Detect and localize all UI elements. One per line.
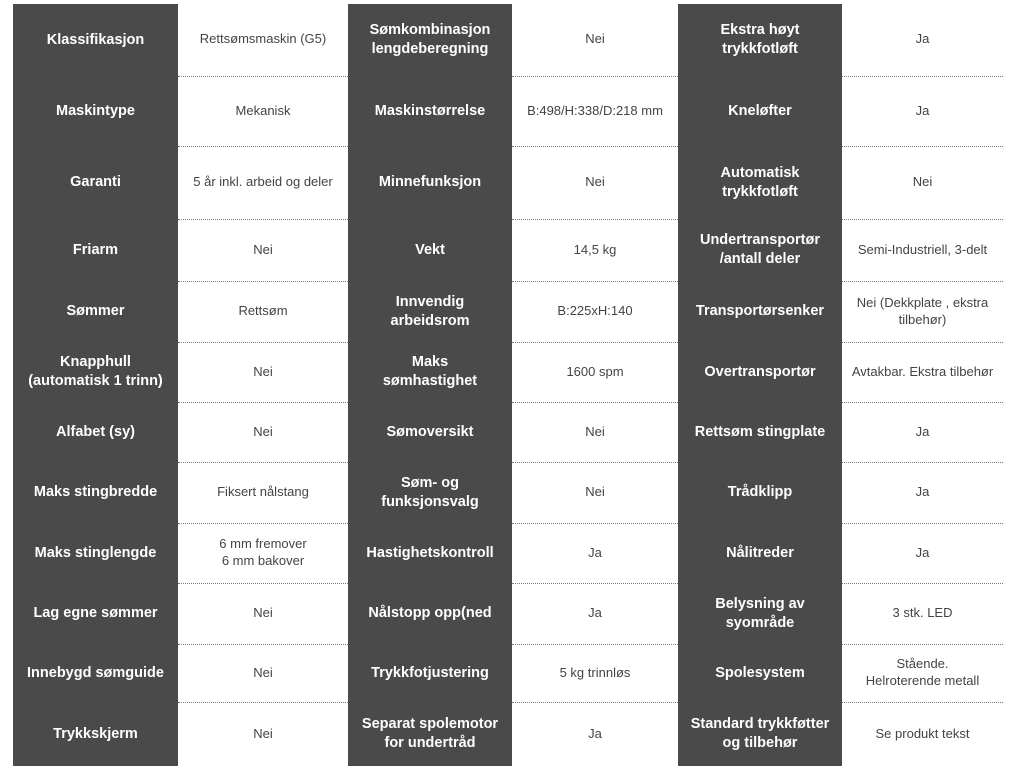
spec-label: Innebygd sømguide	[27, 664, 164, 681]
spec-label: Lag egne sømmer	[33, 605, 158, 622]
spec-value-cell	[842, 583, 1003, 644]
spec-value-cell	[512, 462, 678, 523]
spec-value: Nei	[253, 725, 273, 741]
spec-label: Friarm	[72, 241, 119, 258]
spec-label-cell	[13, 702, 178, 766]
spec-label-cell	[678, 342, 842, 402]
spec-value-cell	[512, 402, 678, 462]
spec-value: Ja	[915, 102, 930, 118]
spec-label-cell	[348, 462, 512, 523]
spec-label: Spolesystem	[715, 664, 805, 681]
spec-value: Rettsømsmaskin (G5)	[199, 31, 327, 47]
spec-row	[13, 281, 1003, 342]
spec-label: Vekt	[415, 241, 445, 258]
spec-value-cell	[842, 644, 1003, 702]
spec-value: Avtakbar. Ekstra tilbehør	[851, 363, 994, 379]
spec-label-cell	[13, 281, 178, 342]
spec-label-cell	[348, 146, 512, 219]
spec-label: Minnefunksjon	[378, 174, 482, 191]
spec-label-cell	[13, 4, 178, 76]
spec-label: Ekstra høyt trykkfotløft	[720, 22, 800, 57]
spec-value-cell	[512, 702, 678, 766]
spec-value-cell	[178, 219, 348, 281]
spec-label-cell	[678, 76, 842, 146]
spec-row	[13, 583, 1003, 644]
spec-value-cell	[512, 4, 678, 76]
spec-label-cell	[348, 219, 512, 281]
spec-label-cell	[348, 281, 512, 342]
spec-value: Rettsøm	[238, 303, 288, 319]
spec-value-cell	[178, 702, 348, 766]
spec-value-cell	[842, 76, 1003, 146]
spec-label: Sømkombinasjon lengdeberegning	[369, 22, 491, 57]
spec-value-cell	[178, 583, 348, 644]
spec-label: Maks stingbredde	[33, 484, 158, 501]
spec-label: Undertransportør /antall deler	[699, 232, 821, 267]
spec-label-cell	[13, 644, 178, 702]
spec-label-cell	[678, 146, 842, 219]
spec-label: Nålitreder	[726, 544, 794, 561]
spec-value: 3 stk. LED	[892, 605, 953, 621]
spec-value-cell	[842, 146, 1003, 219]
spec-label-cell	[678, 4, 842, 76]
spec-label-cell	[13, 523, 178, 583]
spec-row	[13, 219, 1003, 281]
spec-value-cell	[178, 644, 348, 702]
spec-value: Nei	[585, 484, 605, 500]
spec-label-cell	[348, 76, 512, 146]
spec-value-cell	[842, 402, 1003, 462]
spec-value-cell	[178, 462, 348, 523]
spec-label: Rettsøm stingplate	[694, 423, 826, 440]
spec-value: Nei	[585, 174, 605, 190]
spec-row	[13, 146, 1003, 219]
spec-label: Standard trykkføtter og tilbehør	[690, 716, 830, 751]
spec-value-cell	[178, 76, 348, 146]
spec-label: Trykkskjerm	[53, 725, 138, 742]
spec-value: B:225xH:140	[557, 303, 633, 319]
spec-value-cell	[512, 281, 678, 342]
spec-label-cell	[678, 523, 842, 583]
spec-label: Trykkfotjustering	[371, 664, 489, 681]
spec-table	[13, 4, 1003, 766]
spec-value-cell	[512, 219, 678, 281]
spec-value: Nei	[253, 363, 273, 379]
spec-value: Ja	[915, 484, 930, 500]
spec-value: 14,5 kg	[573, 241, 617, 257]
spec-row	[13, 76, 1003, 146]
spec-value-cell	[178, 146, 348, 219]
spec-value-cell	[512, 76, 678, 146]
spec-value: Ja	[915, 31, 930, 47]
spec-value: 5 år inkl. arbeid og deler	[193, 174, 333, 190]
spec-value: Se produkt tekst	[875, 725, 970, 741]
spec-value-cell	[842, 219, 1003, 281]
spec-value: Ja	[915, 423, 930, 439]
spec-value-cell	[178, 523, 348, 583]
spec-label: Sømmer	[66, 303, 125, 320]
spec-label: Klassifikasjon	[46, 31, 145, 48]
spec-label-cell	[13, 462, 178, 523]
spec-value: Mekanisk	[235, 102, 291, 118]
spec-row	[13, 702, 1003, 766]
spec-row	[13, 462, 1003, 523]
spec-label-cell	[678, 583, 842, 644]
spec-label: Innvendig arbeidsrom	[390, 293, 470, 329]
spec-label-cell	[678, 402, 842, 462]
spec-label-cell	[348, 702, 512, 766]
spec-label-cell	[13, 402, 178, 462]
spec-label-cell	[13, 146, 178, 219]
spec-label: Sømoversikt	[386, 423, 474, 440]
spec-value-cell	[178, 342, 348, 402]
spec-value-cell	[842, 281, 1003, 342]
spec-value: Semi-Industriell, 3-delt	[857, 241, 988, 257]
spec-value: Nei	[912, 174, 933, 190]
spec-label: Søm- og funksjonsvalg	[381, 474, 479, 510]
spec-value: Fiksert nålstang	[217, 484, 309, 500]
spec-label: Maskinstørrelse	[374, 102, 486, 119]
spec-value: Ja	[915, 544, 930, 560]
spec-label-cell	[13, 219, 178, 281]
spec-value: Ja	[588, 544, 602, 560]
spec-value: 5 kg trinnløs	[559, 664, 631, 680]
spec-value-cell	[842, 523, 1003, 583]
spec-value: Nei	[253, 423, 273, 439]
spec-label: Maks stinglengde	[34, 544, 157, 561]
spec-label: Nålstopp opp(ned	[368, 605, 492, 622]
spec-row	[13, 644, 1003, 702]
spec-label: Overtransportør	[704, 363, 816, 380]
spec-value-cell	[178, 281, 348, 342]
spec-label-cell	[13, 583, 178, 644]
spec-value: 1600 spm	[566, 363, 624, 379]
spec-label-cell	[348, 402, 512, 462]
spec-row	[13, 342, 1003, 402]
spec-label-cell	[13, 76, 178, 146]
spec-value-cell	[178, 402, 348, 462]
spec-value-cell	[842, 4, 1003, 76]
spec-value: Nei	[585, 31, 605, 47]
spec-value: Ja	[588, 605, 602, 621]
spec-value: Nei	[253, 241, 273, 257]
spec-value: Nei	[585, 423, 605, 439]
spec-value-cell	[178, 4, 348, 76]
spec-label-cell	[678, 644, 842, 702]
spec-label-cell	[678, 219, 842, 281]
spec-value: 6 mm fremover 6 mm bakover	[219, 536, 307, 568]
spec-value: Stående. Helroterende metall	[865, 656, 980, 688]
spec-value: Nei	[253, 664, 273, 680]
spec-row	[13, 4, 1003, 76]
spec-label: Kneløfter	[728, 102, 792, 119]
spec-value-cell	[842, 702, 1003, 766]
spec-label: Automatisk trykkfotløft	[720, 164, 800, 200]
spec-label: Alfabet (sy)	[56, 423, 135, 440]
spec-label-cell	[678, 281, 842, 342]
spec-value: Nei	[253, 605, 273, 621]
spec-label-cell	[348, 342, 512, 402]
spec-label: Belysning av syområde	[715, 595, 805, 631]
spec-label: Separat spolemotor for undertråd	[361, 716, 499, 751]
spec-label-cell	[678, 462, 842, 523]
spec-label: Knapphull (automatisk 1 trinn)	[28, 354, 163, 389]
spec-value-cell	[512, 644, 678, 702]
spec-value: Nei (Dekkplate , ekstra tilbehør)	[856, 294, 989, 327]
spec-label-cell	[348, 583, 512, 644]
spec-label-cell	[13, 342, 178, 402]
spec-label: Transportørsenker	[695, 303, 825, 320]
spec-value-cell	[512, 523, 678, 583]
spec-label-cell	[348, 523, 512, 583]
spec-label: Maskintype	[56, 102, 135, 119]
spec-value: B:498/H:338/D:218 mm	[527, 102, 663, 118]
spec-label: Maks sømhastighet	[382, 354, 478, 389]
spec-row	[13, 523, 1003, 583]
spec-label: Hastighetskontroll	[366, 544, 494, 561]
spec-value-cell	[512, 146, 678, 219]
spec-value-cell	[512, 342, 678, 402]
spec-table-body	[13, 4, 1003, 766]
spec-label: Trådklipp	[727, 484, 793, 501]
spec-label: Garanti	[70, 174, 121, 191]
spec-value-cell	[842, 342, 1003, 402]
spec-row	[13, 402, 1003, 462]
spec-label-cell	[678, 702, 842, 766]
spec-label-cell	[348, 644, 512, 702]
spec-value-cell	[512, 583, 678, 644]
spec-value-cell	[842, 462, 1003, 523]
spec-label-cell	[348, 4, 512, 76]
spec-value: Ja	[588, 725, 602, 741]
